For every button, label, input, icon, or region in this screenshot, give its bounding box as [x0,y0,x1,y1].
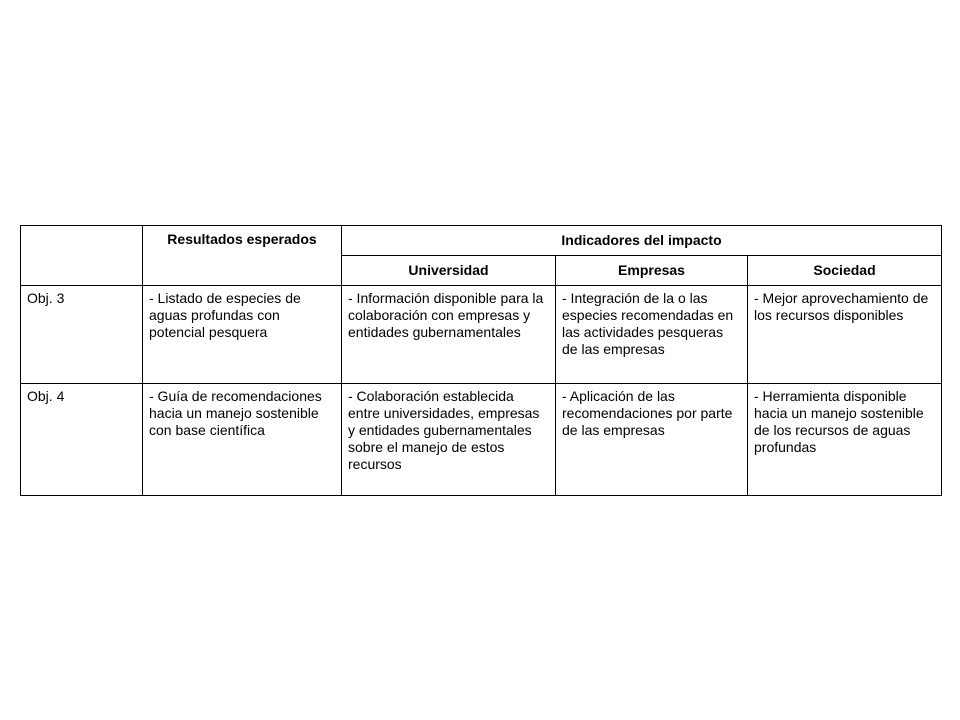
objective-cell: Obj. 3 [21,286,143,384]
universidad-cell: - Información disponible para la colaboración con empresas y entidades gubernamentales [342,286,556,384]
header-sociedad: Sociedad [748,256,942,286]
header-universidad: Universidad [342,256,556,286]
empty-corner-cell [21,226,143,286]
sociedad-cell: - Herramienta disponible hacia un manejo sostenible de los recursos de aguas profundas [748,384,942,496]
empresas-cell: - Integración de la o las especies recomendadas en las actividades pesqueras de las empresas [556,286,748,384]
header-results: Resultados esperados [143,226,342,286]
universidad-cell: - Colaboración establecida entre universidades, empresas y entidades gubernamentales sobre el manejo de estos recursos [342,384,556,496]
header-empresas: Empresas [556,256,748,286]
table-row [21,384,942,496]
result-cell: - Guía de recomendaciones hacia un manejo sostenible con base científica [143,384,342,496]
header-row-main [21,226,942,256]
sociedad-cell: - Mejor aprovechamiento de los recursos disponibles [748,286,942,384]
table-row [21,286,942,384]
result-cell: - Listado de especies de aguas profundas con potencial pesquera [143,286,342,384]
header-impact: Indicadores del impacto [342,226,942,256]
empresas-cell: - Aplicación de las recomendaciones por parte de las empresas [556,384,748,496]
impact-table [20,225,942,496]
objective-cell: Obj. 4 [21,384,143,496]
